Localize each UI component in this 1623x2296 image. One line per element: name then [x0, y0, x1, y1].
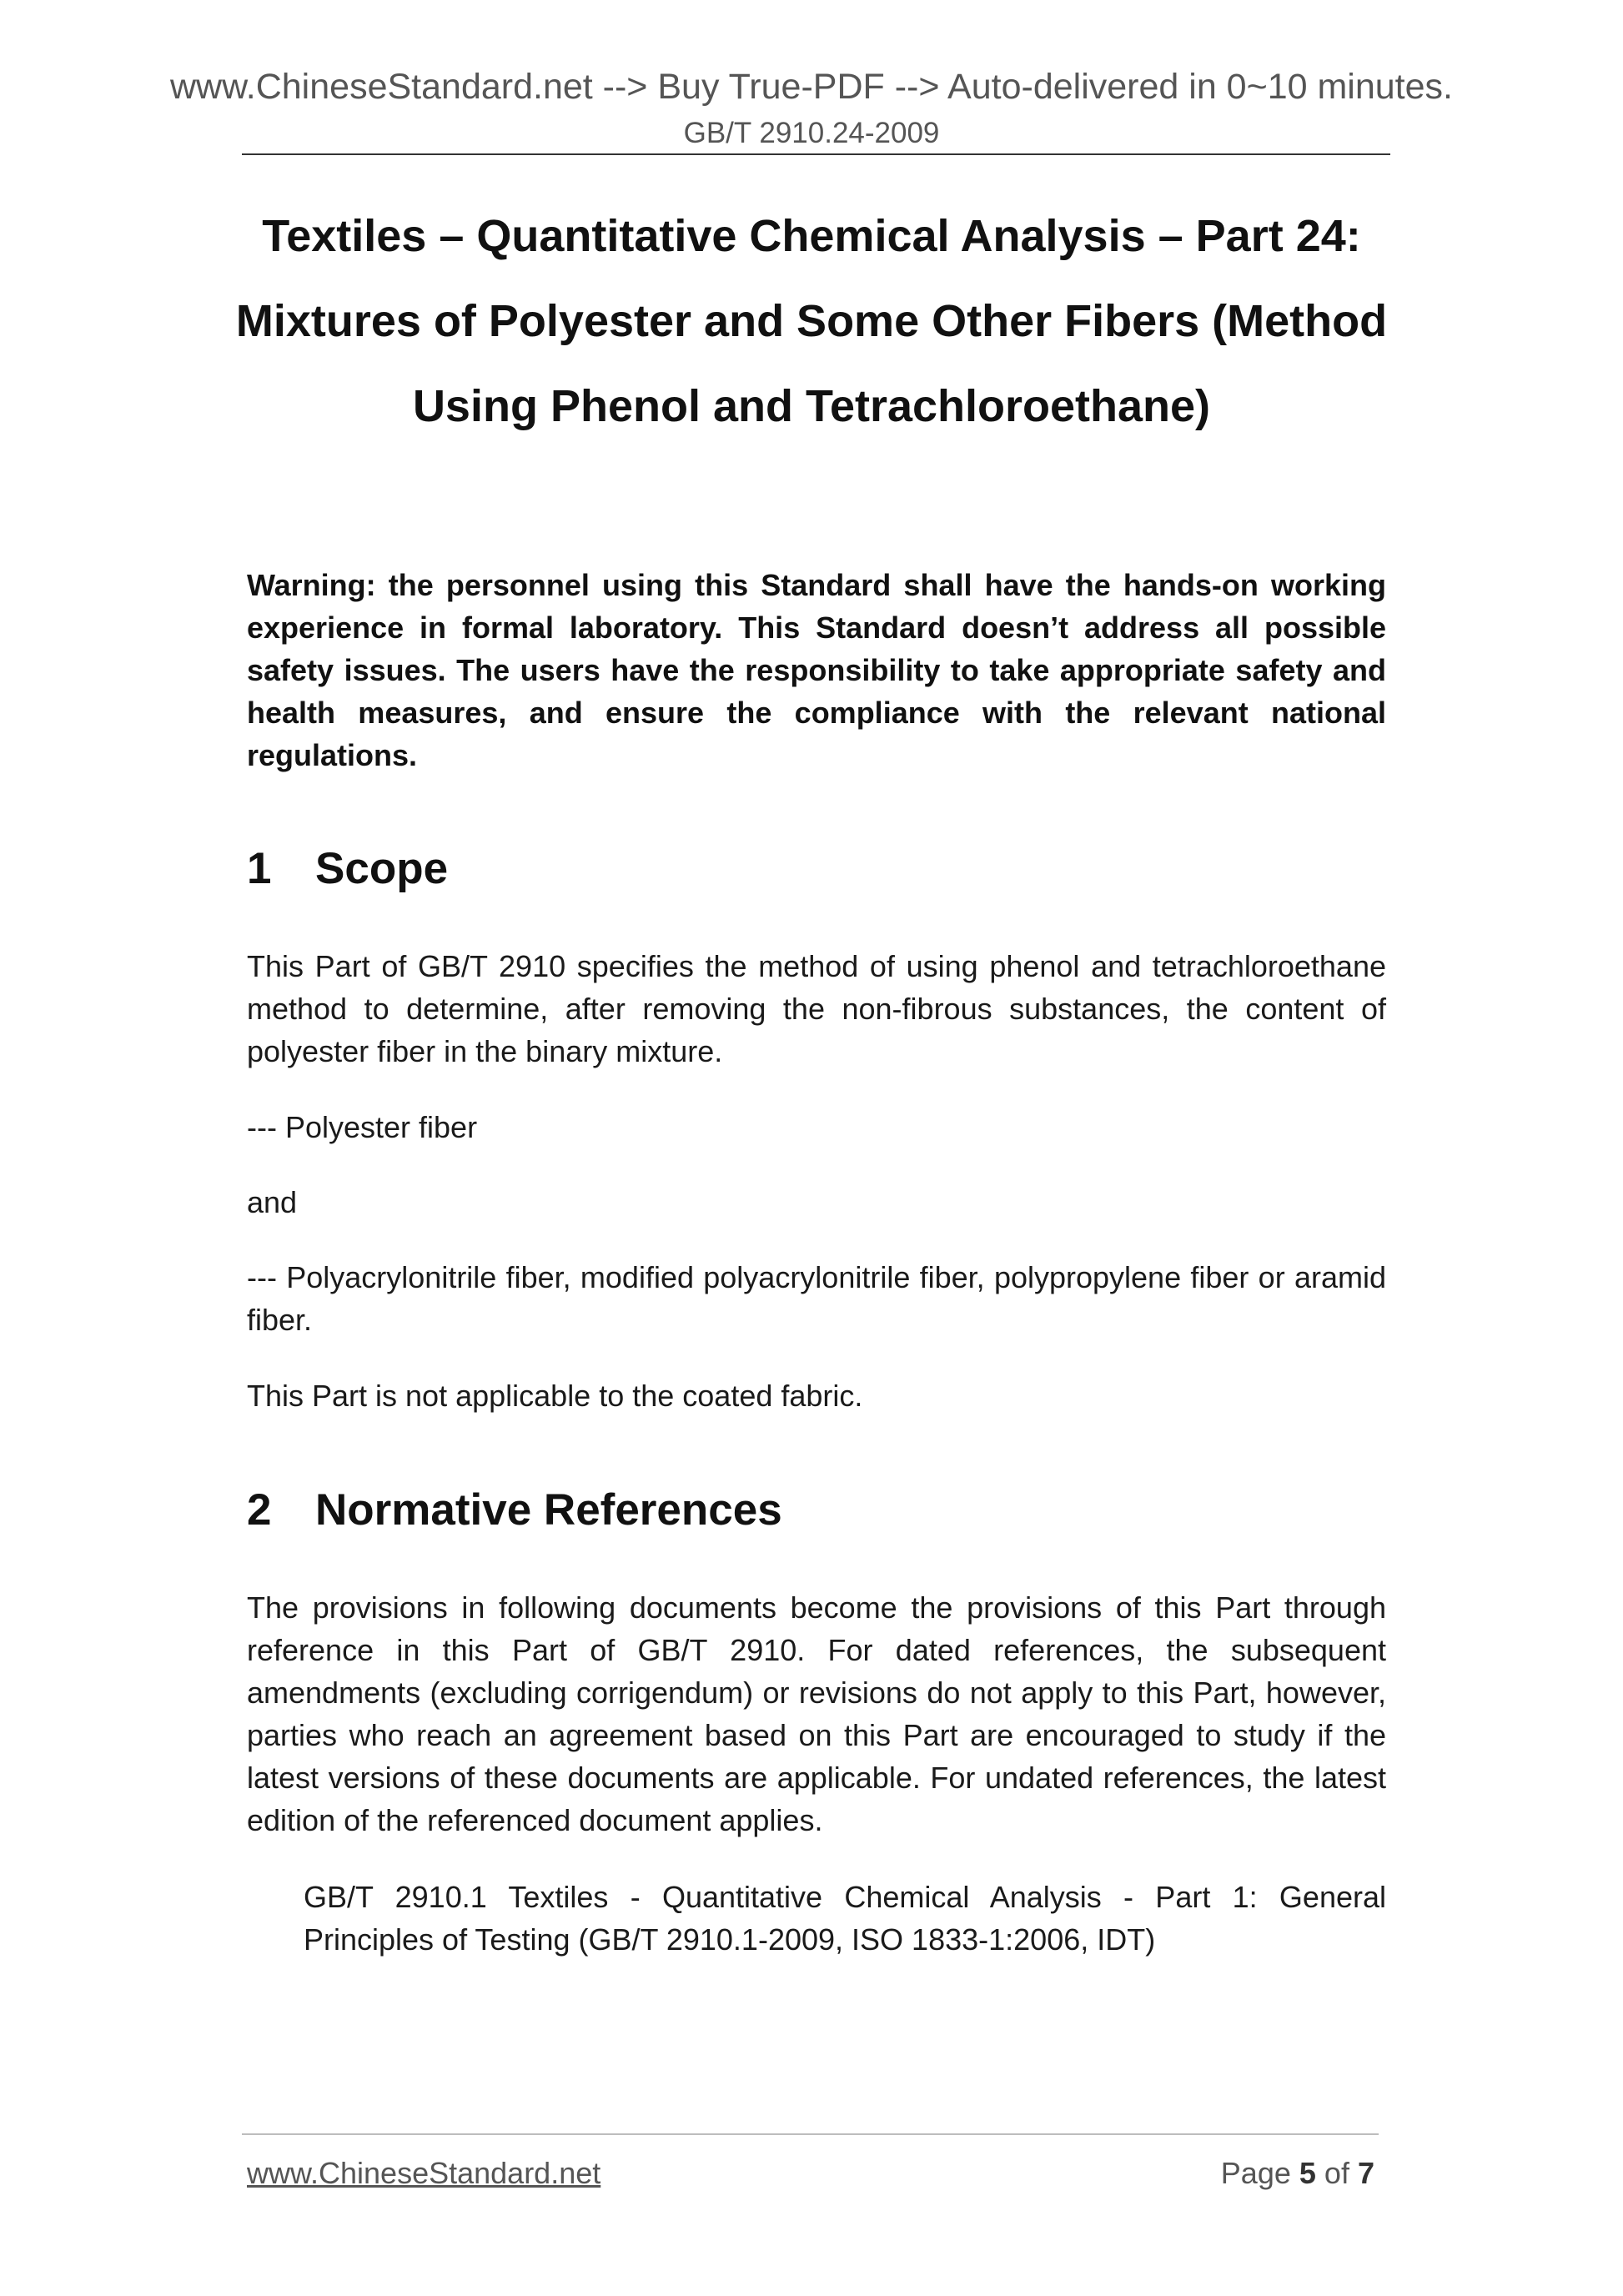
footer-site-link[interactable]: www.ChineseStandard.net	[247, 2156, 601, 2190]
reference-item: GB/T 2910.1 Textiles - Quantitative Chemical Analysis - Part 1: General Principles of Testing (GB/T 2910.1-2009, ISO 1833-1:2006, IDT)	[304, 1880, 1386, 1957]
page-prefix: Page	[1220, 2156, 1291, 2190]
section-title: Scope	[315, 844, 449, 893]
page-indicator	[1221, 2155, 1374, 2192]
page-current: 5	[1299, 2156, 1316, 2190]
warning-paragraph: Warning: the personnel using this Standard shall have the hands-on working experience in formal laboratory. This Standard doesn’t address all possible safety issues. The users have the responsibility to take appropriate safety and health measures, and ensure the compliance with the relevant national regulations.	[247, 568, 1386, 772]
section-number: 2	[247, 1485, 272, 1535]
title-line-1: Textiles – Quantitative Chemical Analysis – Part 24:	[262, 211, 1361, 261]
document-title	[200, 193, 1423, 449]
page-total: 7	[1357, 2156, 1374, 2190]
standard-code: GB/T 2910.24-2009	[683, 117, 940, 149]
scope-list-item-1: --- Polyester fiber	[247, 1110, 478, 1144]
section-title: Normative References	[315, 1485, 782, 1535]
footer-divider	[242, 2133, 1379, 2135]
header-banner: www.ChineseStandard.net --> Buy True-PDF --> Auto-delivered in 0~10 minutes.	[169, 67, 1453, 107]
scope-list-item-2: --- Polyacrylonitrile fiber, modified polyacrylonitrile fiber, polypropylene fiber or aramid fiber.	[247, 1260, 1386, 1337]
scope-applicability: This Part is not applicable to the coated fabric.	[247, 1379, 863, 1413]
header-divider	[242, 153, 1390, 155]
page-of: of	[1324, 2156, 1349, 2190]
title-line-2: Mixtures of Polyester and Some Other Fibers (Method	[235, 296, 1388, 346]
scope-paragraph: This Part of GB/T 2910 specifies the method of using phenol and tetrachloroethane method to determine, after removing the non-fibrous substances, the content of polyester fiber in the binary mixture.	[247, 949, 1386, 1068]
section-heading-references	[247, 1484, 782, 1537]
scope-connector: and	[247, 1185, 298, 1219]
section-heading-scope	[247, 842, 448, 896]
references-paragraph: The provisions in following documents become the provisions of this Part through reference in this Part of GB/T 2910. For dated references, the subsequent amendments (excluding corrigendum) or revisions do not apply to this Part, however, parties who reach an agreement based on this Part are encouraged to study if the latest versions of these documents are applicable. For undated references, the latest edition of the referenced document applies.	[247, 1590, 1386, 1837]
section-number: 1	[247, 844, 272, 893]
title-line-3: Using Phenol and Tetrachloroethane)	[412, 381, 1211, 431]
